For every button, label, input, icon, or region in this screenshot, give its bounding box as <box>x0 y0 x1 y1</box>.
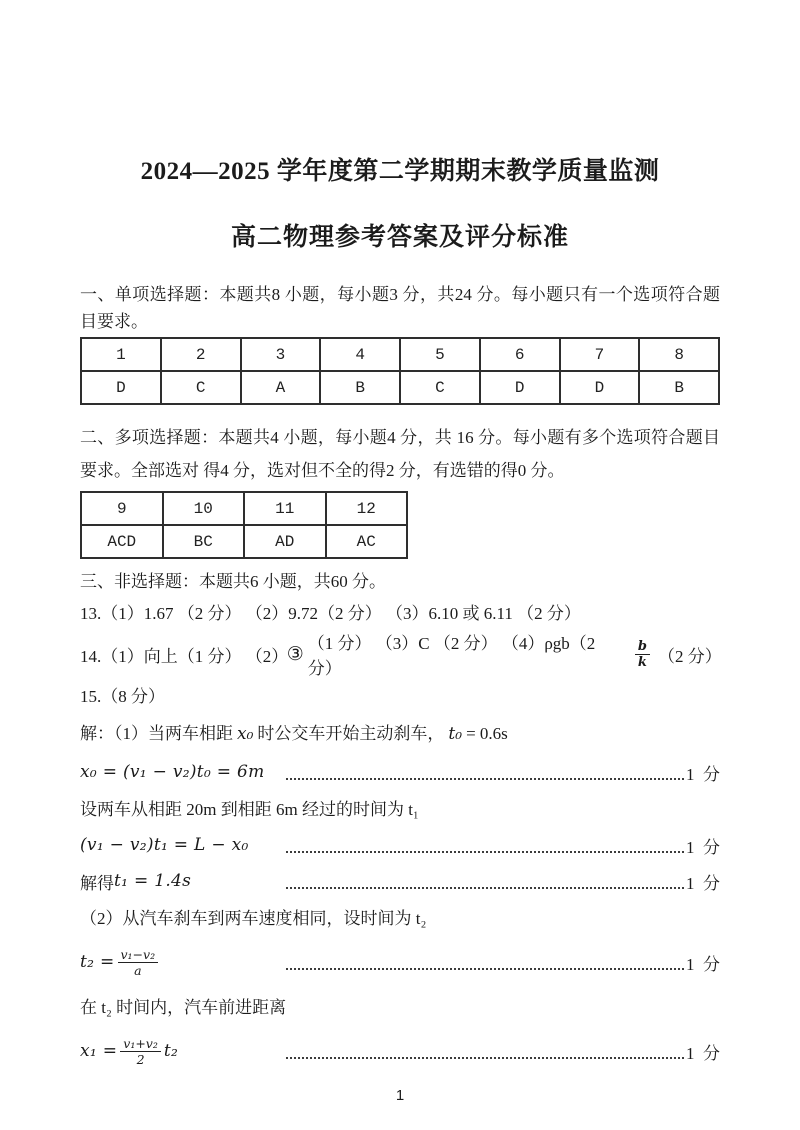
equation-row-5 <box>80 1029 720 1073</box>
question-13-answers: 13.（1）1.67 （2 分） （2）9.72（2 分） （3）6.10 或 6.11 （2 分） <box>80 604 581 623</box>
table-cell: 3 <box>241 338 321 371</box>
fraction-numerator: v₁+v₂ <box>120 1036 161 1052</box>
section1-intro: 一、单项选择题：本题共8 小题，每小题3 分，共24 分。每小题只有一个选项符合题目要求。 <box>80 285 720 331</box>
q15-solution-line2: 设两车从相距 20m 到相距 6m 经过的时间为 t₁ <box>80 800 419 819</box>
solve-prefix: 解得 <box>80 873 114 893</box>
table-cell: 8 <box>639 338 719 371</box>
table-cell: D <box>560 371 640 404</box>
q14-text-part2: （1 分） （3）C （2 分） （4）ρgb（2 分） <box>307 634 596 678</box>
fraction-v1-minus-v2-over-a <box>118 947 159 978</box>
table-cell: BC <box>163 525 245 558</box>
table-cell: D <box>480 371 560 404</box>
score-label: 1 分 <box>686 1043 720 1063</box>
table-cell: D <box>81 371 161 404</box>
multi-choice-answer-table <box>80 491 408 559</box>
equation-row-3 <box>80 869 720 893</box>
score-label: 1 分 <box>686 837 720 857</box>
solution-text: = 0.6s <box>466 724 508 743</box>
equation-v1v2t1 <box>80 835 286 855</box>
table-cell: C <box>161 371 241 404</box>
table-cell: 9 <box>81 492 163 525</box>
dot-leader <box>286 765 684 780</box>
equation-formula: t₁ = 1.4s <box>114 871 192 891</box>
score-label: 1 分 <box>686 873 720 893</box>
equation-formula: t₂ = <box>80 952 115 972</box>
q15-solution-line3: （2）从汽车刹车到两车速度相同，设时间为 t₂ <box>80 909 427 928</box>
table-row-question-numbers <box>81 492 407 525</box>
table-cell: ACD <box>81 525 163 558</box>
equation-row-2 <box>80 833 720 857</box>
fraction-b-over-k <box>635 639 650 670</box>
table-cell: 2 <box>161 338 241 371</box>
table-cell: 7 <box>560 338 640 371</box>
section2-intro: 二、多项选择题：本题共4 小题，每小题4 分，共 16 分。每小题有多个选项符合题目要求。全部选对 得4 分，选对但不全的得2 分，有选错的得0 分。 <box>80 428 720 480</box>
math-x0: x₀ <box>237 724 254 744</box>
fraction-denominator: k <box>637 654 647 670</box>
page-number: 1 <box>395 1087 405 1104</box>
table-cell: 1 <box>81 338 161 371</box>
dot-leader <box>286 838 684 853</box>
fraction-numerator: b <box>635 639 650 655</box>
equation-formula: (v₁ − v₂)t₁ = L − x₀ <box>80 835 249 855</box>
equation-formula: x₁ = <box>80 1041 118 1061</box>
equation-row-1 <box>80 760 720 784</box>
table-row-answers <box>81 371 719 404</box>
equation-x1 <box>80 1036 286 1067</box>
solution-text: 时公交车开始主动刹车， <box>257 724 445 743</box>
table-cell: A <box>241 371 321 404</box>
dot-leader <box>286 874 684 889</box>
equation-row-4 <box>80 940 720 984</box>
fraction-numerator: v₁−v₂ <box>118 947 159 963</box>
fraction-v1-plus-v2-over-2 <box>120 1036 161 1067</box>
equation-t1-result <box>80 869 286 894</box>
q15-solution-line1 <box>80 720 720 748</box>
table-cell: 12 <box>326 492 408 525</box>
single-choice-answer-table <box>80 337 720 405</box>
question-15-title: 15.（8 分） <box>80 687 165 706</box>
q15-solution-line4: 在 t₂ 时间内，汽车前进距离 <box>80 998 287 1017</box>
table-cell: 4 <box>320 338 400 371</box>
equation-formula: t₂ <box>163 1041 179 1061</box>
q14-text-part3: （2 分） <box>657 646 722 666</box>
document-title: 2024—2025 学年度第二学期期末教学质量监测 <box>140 158 660 185</box>
table-cell: B <box>639 371 719 404</box>
solution-text: 解：（1）当两车相距 <box>80 724 233 743</box>
section3-intro: 三、非选择题：本题共6 小题，共60 分。 <box>80 572 386 591</box>
dot-leader <box>286 955 684 970</box>
table-cell: 11 <box>244 492 326 525</box>
table-cell: 5 <box>400 338 480 371</box>
table-cell: AD <box>244 525 326 558</box>
table-cell: 6 <box>480 338 560 371</box>
dot-leader <box>286 1044 684 1059</box>
table-row-answers <box>81 525 407 558</box>
fraction-denominator: 2 <box>136 1051 145 1067</box>
score-label: 1 分 <box>686 954 720 974</box>
q14-text-part1: 14.（1）向上（1 分） （2） <box>80 646 289 666</box>
fraction-denominator: a <box>134 962 142 978</box>
table-row-question-numbers <box>81 338 719 371</box>
equation-t2 <box>80 947 286 978</box>
circled-3-symbol: ③ <box>286 643 304 665</box>
table-cell: 10 <box>163 492 245 525</box>
table-cell: C <box>400 371 480 404</box>
question-14-answers <box>80 633 722 678</box>
equation-formula: x₀ = (v₁ − v₂)t₀ = 6m <box>80 762 265 782</box>
score-label: 1 分 <box>686 764 720 784</box>
equation-x0 <box>80 762 286 782</box>
document-subtitle: 高二物理参考答案及评分标准 <box>230 224 569 251</box>
table-cell: B <box>320 371 400 404</box>
math-t0: t₀ <box>448 724 463 744</box>
table-cell: AC <box>326 525 408 558</box>
